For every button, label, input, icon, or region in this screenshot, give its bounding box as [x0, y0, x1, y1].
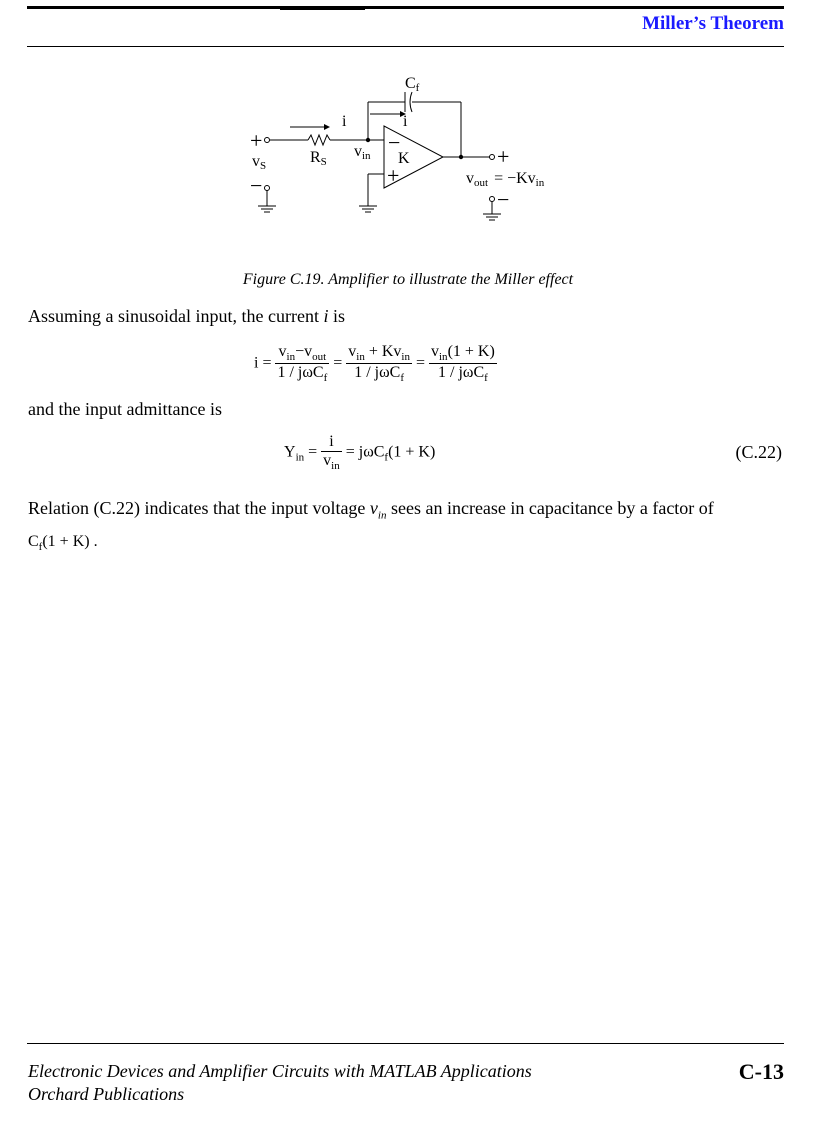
- equation-number: (C.22): [735, 442, 782, 462]
- opamp-minus-sign: −: [388, 130, 401, 155]
- opamp-plus-sign: +: [387, 163, 400, 188]
- label-vs: vS: [252, 153, 267, 172]
- vs-minus-terminal: [265, 186, 270, 191]
- fraction-2: $\frac{v_{in} + Kv_{in}}{1 / j\omega C_f}$: [348, 343, 410, 385]
- header-rule: [27, 46, 784, 47]
- equation-current: i = $\frac{v_{in}-v_{out}}{1 / j\omega C_f}$ = $\frac{v_{in} + Kv_{in}}{1 / j\omega C_f}$ = $\frac{v_{in}(1 + K)}{1 / j\omega C_f}$: [254, 343, 495, 385]
- resistor-rs: [308, 135, 330, 145]
- vout-minus-sign: −: [497, 187, 510, 212]
- footer-publisher: Orchard Publications: [28, 1084, 185, 1104]
- vout-plus-sign: +: [497, 144, 510, 169]
- header-title: Miller’s Theorem: [642, 13, 784, 34]
- label-vout: vout = −Kvin: [466, 170, 545, 189]
- label-gain-k: K: [398, 150, 410, 167]
- top-rule-accent: [280, 6, 365, 10]
- label-i-top: i: [342, 113, 347, 130]
- paragraph-current: Assuming a sinusoidal input, the current i is: [28, 306, 345, 326]
- page-number: C-13: [738, 1059, 784, 1084]
- capacitor-plate-right: [410, 92, 412, 112]
- fraction-1: $\frac{v_{in}-v_{out}}{1 / j\omega C_f}$: [277, 343, 328, 385]
- footer-book-title: Electronic Devices and Amplifier Circuits with MATLAB Applications: [28, 1061, 532, 1081]
- paragraph-admittance: and the input admittance is: [28, 399, 222, 419]
- fraction-admittance: $\frac{i}{v_{in}}$: [323, 433, 340, 473]
- figure-caption: Figure C.19. Amplifier to illustrate the Miller effect: [242, 271, 574, 288]
- paragraph-relation: Relation (C.22) indicates that the input voltage $v_{in}$ sees an increase in capacitance by a factor of $C_f(1 + K)$ .: [28, 498, 714, 553]
- vs-minus-sign: −: [250, 173, 263, 198]
- vs-plus-terminal: [265, 138, 270, 143]
- top-rule: [27, 6, 784, 9]
- label-rs: RS: [310, 149, 327, 168]
- vout-plus-terminal: [490, 155, 495, 160]
- equation-admittance: $Y_{in}$ = $\frac{i}{v_{in}}$ = jωC$_f$(1 + K): [284, 433, 436, 473]
- fraction-3: $\frac{v_{in}(1 + K)}{1 / j\omega C_f}$: [431, 343, 495, 385]
- amplifier-circuit-diagram: [240, 70, 580, 230]
- vout-minus-terminal: [490, 197, 495, 202]
- label-vin: vin: [354, 143, 371, 162]
- label-cf: Cf: [405, 75, 420, 94]
- vs-plus-sign: +: [250, 128, 263, 153]
- label-i-feedback: i: [403, 113, 408, 130]
- footer-rule: [27, 1043, 784, 1044]
